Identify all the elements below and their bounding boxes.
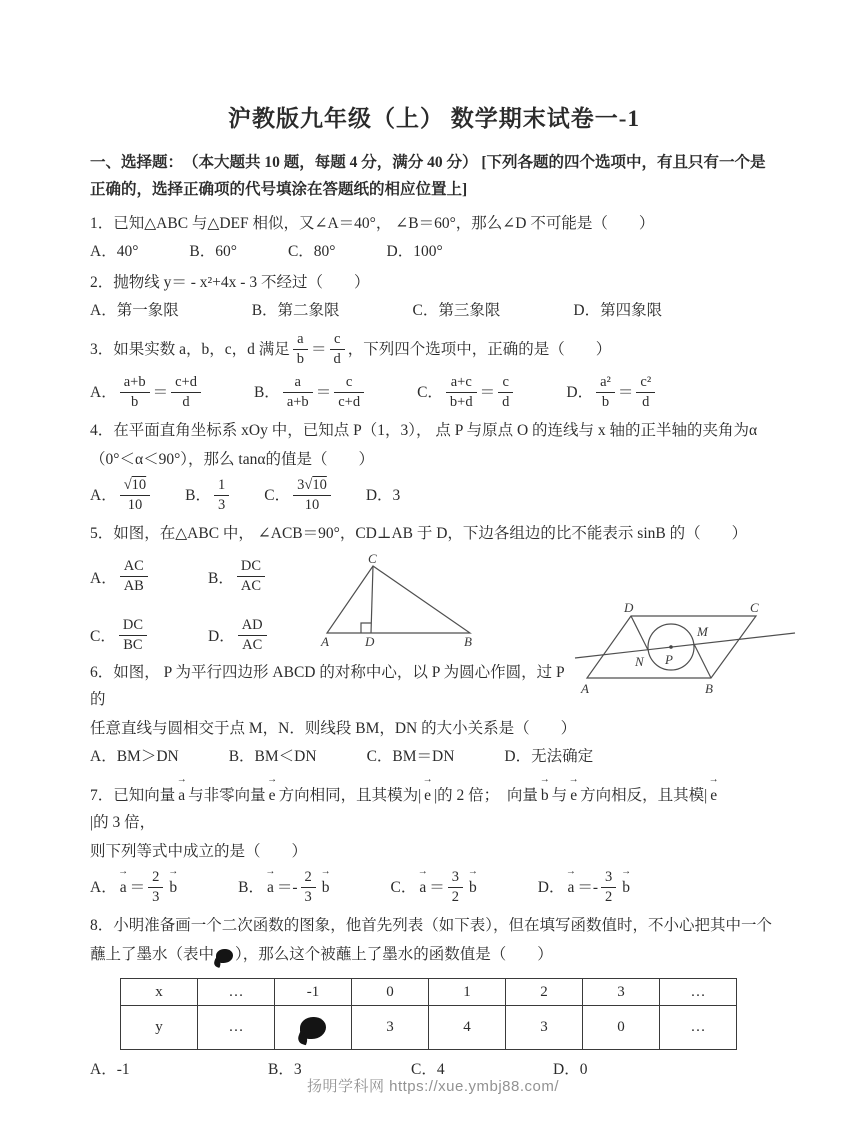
- vertex-label-a: A: [581, 681, 589, 697]
- fraction: $\frac{2}{3}$: [301, 868, 316, 907]
- fraction: $\frac{c}{d}$: [498, 373, 513, 412]
- question-text-suffix: ，下列四个选项中，正确的是（ ）: [347, 340, 612, 358]
- question-text-line2: 任意直线与圆相交于点 M，N．则线段 BM，DN 的大小关系是（ ）: [90, 719, 577, 737]
- option-b: B． $\frac{1}{3}$: [185, 474, 232, 517]
- vertex-label-b: B: [705, 681, 713, 697]
- vector-b: → b: [622, 874, 630, 901]
- option-b: B． $\frac{DC}{AC}$: [208, 555, 304, 598]
- radical-sign: √: [123, 477, 132, 494]
- question-text-line1: 4．在平面直角坐标系 xOy 中，已知点 P（1，3）， 点 P 与原点 O 的连线与 x 轴的正半轴的夹角为α: [90, 422, 758, 440]
- vector-a: → a: [567, 874, 574, 901]
- option-c: C． $\frac{a+c}{b+d}$ ＝ $\frac{c}{d}$: [417, 371, 516, 414]
- question-5-6-region: [90, 520, 778, 770]
- vector-b: → b: [322, 874, 330, 901]
- question-text-line1: 6．如图， P 为平行四边形 ABCD 的对称中心，以 P 为圆心作圆，过 P 的: [90, 663, 565, 708]
- question-3-options: [90, 371, 778, 414]
- vertex-label-b: B: [464, 634, 472, 649]
- vector-b: → b: [469, 874, 477, 901]
- option-d: D． $\frac{\text{a²}}{b}$ ＝ $\frac{\text{c²}}{d}$: [566, 371, 658, 414]
- option-c: C． $\frac{DC}{BC}$: [90, 614, 208, 657]
- fraction: $\frac{AD}{AC}$: [238, 616, 267, 655]
- parallelogram-circle-figure: [573, 586, 803, 701]
- option-d: D．100°: [386, 243, 443, 261]
- fraction: $\frac{3√10}{10}$: [293, 476, 331, 515]
- question-7-options: [90, 866, 778, 909]
- equals-sign: ＝: [311, 340, 327, 358]
- vector-b: → b: [541, 782, 549, 809]
- option-d: D． $\frac{AD}{AC}$: [208, 614, 304, 657]
- fraction: $\frac{c}{c+d}$: [334, 373, 364, 412]
- right-triangle-figure: [314, 553, 484, 648]
- question-2: [90, 269, 778, 324]
- vector-e: → e: [424, 782, 431, 809]
- fraction: $\frac{AC}{AB}$: [120, 557, 148, 596]
- vector-a: → a: [178, 782, 185, 809]
- option-d: D． 3: [365, 487, 401, 505]
- vertex-label-c: C: [368, 553, 377, 567]
- fraction: $\frac{3}{2}$: [601, 868, 616, 907]
- fraction: $\frac{1}{3}$: [214, 476, 229, 515]
- fraction: $\frac{\text{a²}}{b}$: [596, 373, 615, 412]
- option-c: C．4: [411, 1061, 445, 1079]
- altitude-cd: [371, 566, 373, 633]
- fraction: $\frac{\text{c²}}{d}$: [636, 373, 655, 412]
- question-text-prefix: 3．如果实数 a，b，c，d 满足: [90, 340, 290, 358]
- option-c: C．BM＝DN: [366, 747, 455, 765]
- question-text-line2: 蘸上了墨水（表中 ），那么这个被蘸上了墨水的函数值是（ ）: [90, 946, 553, 964]
- question-5-options: [90, 555, 304, 656]
- option-a: A．BM＞DN: [90, 747, 179, 765]
- function-value-table: [120, 978, 737, 1050]
- question-text: [90, 328, 778, 371]
- question-1-options: [90, 238, 778, 265]
- option-d: D．0: [553, 1061, 588, 1079]
- fraction: $\frac{2}{3}$: [148, 868, 163, 907]
- question-text: 1．已知△ABC 与△DEF 相似，又∠A＝40°， ∠B＝60°，那么∠D 不可能是（ ）: [90, 215, 655, 233]
- fraction: $\frac{c+d}{d}$: [171, 373, 201, 412]
- option-b: B．60°: [189, 243, 237, 261]
- table-row-y: y … 3 4 3 0 …: [121, 1006, 737, 1050]
- point-label-n: N: [635, 654, 644, 670]
- option-a: A．-1: [90, 1061, 130, 1079]
- fraction: $\frac{a}{a+b}$: [283, 373, 313, 412]
- ink-blot-icon: [216, 949, 233, 963]
- question-text-line1: 7．已知向量 → a 与非零向量 → e 方向相同，且其模为| → e |的 2 倍； 向量 → b 与 → e 方向相反，且其模| → e |的 3 倍，: [90, 774, 778, 836]
- section-header: 一、选择题： （本大题共 10 题，每题 4 分，满分 40 分） [下列各题的四个选项中，有且只有一个是正确的，选择正确项的代号填涂在答题纸的相应位置上]: [90, 154, 766, 199]
- option-b: B． $\frac{a}{a+b}$ ＝ $\frac{c}{c+d}$: [254, 371, 367, 414]
- option-a: A．第一象限: [90, 301, 179, 319]
- right-angle-mark: [361, 623, 371, 633]
- fraction: $\frac{DC}{AC}$: [237, 557, 265, 596]
- question-7: [90, 774, 778, 909]
- fraction: $\frac{a+c}{b+d}$: [446, 373, 477, 412]
- option-d: D．第四象限: [573, 301, 663, 319]
- option-a: A． $\frac{√10}{10}$: [90, 474, 153, 517]
- fraction: $\frac{3}{2}$: [448, 868, 463, 907]
- fraction: $\frac{a}{b}$: [293, 330, 308, 369]
- table-row-x: x … -1 0 1 2 3 …: [121, 979, 737, 1006]
- ink-blot-icon: [300, 1017, 326, 1039]
- option-c: C．第三象限: [412, 301, 501, 319]
- option-c: C． $\frac{3√10}{10}$: [264, 474, 334, 517]
- option-b: B． → a ＝- $\frac{2}{3}$ → b: [238, 866, 332, 909]
- vector-e: → e: [570, 782, 577, 809]
- question-4: [90, 417, 778, 517]
- option-d: D． → a ＝- $\frac{3}{2}$ → b: [538, 866, 633, 909]
- vector-b: → b: [169, 874, 177, 901]
- question-2-options: [90, 297, 778, 324]
- question-6-options: [90, 743, 778, 770]
- question-text-line2: 则下列等式中成立的是（ ）: [90, 843, 308, 861]
- question-text: 2．抛物线 y＝ - x²+4x - 3 不经过（ ）: [90, 273, 370, 291]
- point-label-m: M: [697, 624, 708, 640]
- option-a: A． → a ＝ $\frac{2}{3}$ → b: [90, 866, 180, 909]
- question-3: [90, 328, 778, 414]
- question-text-line2: （0°＜α＜90°），那么 tanα的值是（ ）: [90, 451, 374, 469]
- option-b: B．BM＜DN: [228, 747, 317, 765]
- vector-a: → a: [267, 874, 274, 901]
- secant-line-mn: [575, 633, 795, 658]
- option-d: D．无法确定: [504, 747, 594, 765]
- fraction: $\frac{a+b}{b}$: [120, 373, 150, 412]
- radical-sign: √: [304, 477, 313, 494]
- vertex-label-a: A: [321, 634, 329, 649]
- option-c: C．80°: [287, 243, 336, 261]
- fraction: $\frac{c}{d}$: [330, 330, 345, 369]
- page-title: 沪教版九年级（上） 数学期末试卷一-1: [228, 106, 640, 131]
- vertex-label-d: D: [624, 600, 634, 616]
- fraction: $\frac{√10}{10}$: [120, 476, 150, 515]
- segment-dn: [631, 616, 648, 650]
- vertex-label-c: C: [750, 600, 759, 616]
- option-c: C． → a ＝ $\frac{3}{2}$ → b: [391, 866, 480, 909]
- point-label-p: P: [665, 652, 673, 668]
- option-b: B．3: [268, 1061, 302, 1079]
- vertex-label-d: D: [365, 634, 375, 649]
- fraction: $\frac{DC}{BC}$: [119, 616, 147, 655]
- vector-a: → a: [120, 874, 127, 901]
- footer-watermark: 扬明学科网 https://xue.ymbj88.com/: [306, 1078, 560, 1095]
- question-1: [90, 210, 778, 265]
- question-text-line1: 8．小明准备画一个二次函数的图象，他首先列表（如下表），但在填写函数值时，不小心把其中一个: [90, 917, 773, 935]
- option-a: A．40°: [90, 243, 139, 261]
- option-a: A． $\frac{a+b}{b}$ ＝ $\frac{c+d}{d}$: [90, 371, 204, 414]
- question-8: [90, 912, 778, 1083]
- triangle-outline: [327, 566, 470, 633]
- question-4-options: [90, 474, 778, 517]
- option-b: B．第二象限: [251, 301, 340, 319]
- vector-a: → a: [419, 874, 426, 901]
- vector-e: → e: [710, 782, 717, 809]
- vector-e: → e: [269, 782, 276, 809]
- option-a: A． $\frac{AC}{AB}$: [90, 555, 208, 598]
- segment-bm: [694, 644, 711, 678]
- question-text: 5．如图，在△ABC 中， ∠ACB＝90°，CD⊥AB 于 D，下边各组边的比不能表示 sinB 的（ ）: [90, 525, 748, 543]
